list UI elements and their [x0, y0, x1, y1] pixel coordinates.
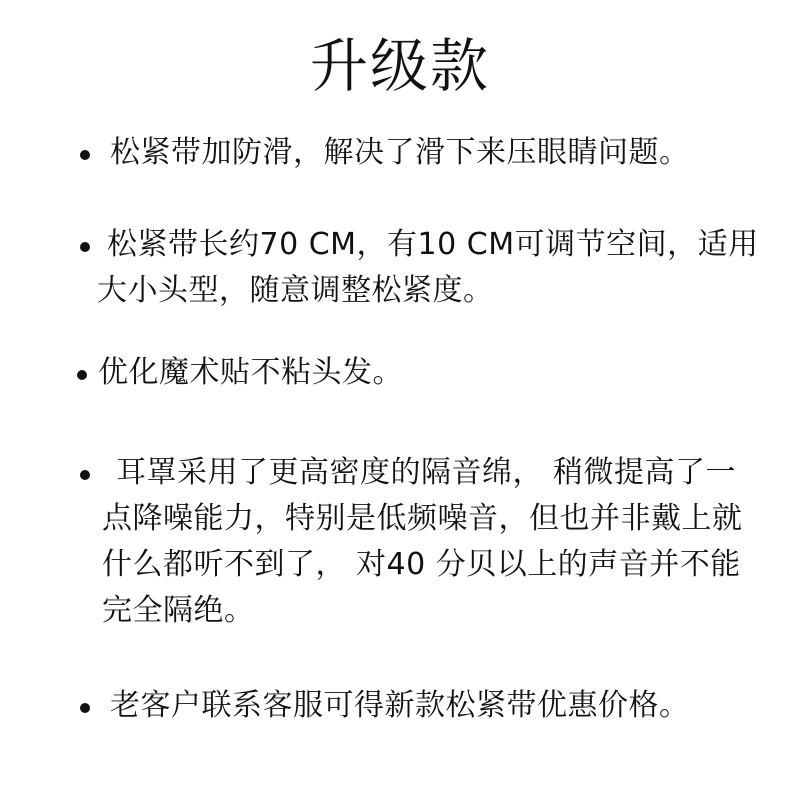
bullet-icon [80, 150, 90, 160]
list-item-text: 松紧带加防滑，解决了滑下来压眼睛问题。 [110, 135, 690, 170]
list-item-text: 老客户联系客服可得新款松紧带优惠价格。 [110, 688, 690, 723]
bullet-icon [77, 370, 87, 380]
bullet-icon [80, 470, 90, 480]
list-item-text: 优化魔术贴不粘头发。 [98, 355, 403, 390]
bullet-icon [80, 242, 90, 252]
list-item-text: 松紧带长约70 CM，有10 CM可调节空间，适用大小头型，随意调整松紧度。 [97, 227, 759, 308]
list-item-text: 耳罩采用了更高密度的隔音绵， 稍微提高了一点降噪能力，特别是低频噪音，但也并非戴上就什么都听不到了， 对40 分贝以上的声音并不能完全隔绝。 [102, 455, 743, 628]
page-title: 升级款 [309, 32, 490, 100]
bullet-icon [80, 703, 90, 713]
